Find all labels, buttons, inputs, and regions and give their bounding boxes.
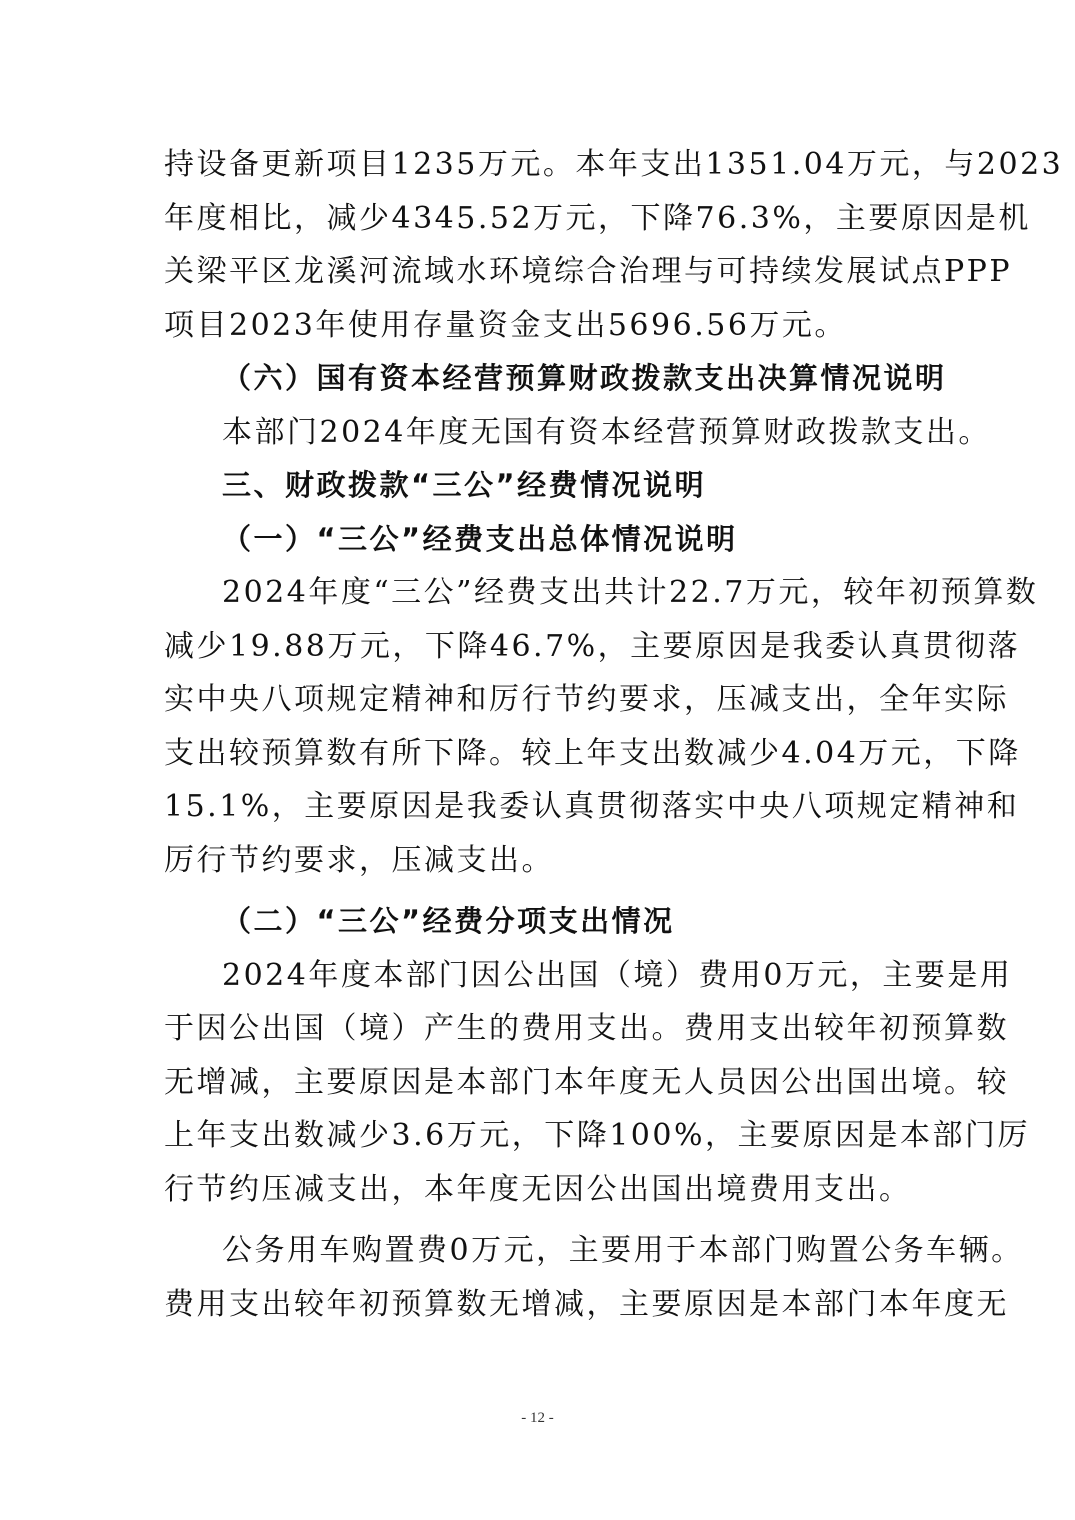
body-line: 本部门2024年度无国有资本经营预算财政拨款支出。 [222,414,991,450]
body-line: 公务用车购置费0万元，主要用于本部门购置公务车辆。 [222,1233,1024,1268]
body-line: 2024年度“三公”经费支出共计22.7万元，较年初预算数 [222,575,1039,610]
body-line: 无增减，主要原因是本部门本年度无人员因公出国出境。较 [164,1064,1009,1100]
body-line: 厉行节约要求，压减支出。 [164,842,554,878]
body-line: 实中央八项规定精神和厉行节约要求，压减支出，全年实际 [164,682,1009,717]
body-line: 年度相比，减少4345.52万元，下降76.3%，主要原因是机 [164,200,1031,236]
document-body [164,138,1064,1331]
body-line: 于因公出国（境）产生的费用支出。费用支出较年初预算数 [164,1011,1009,1046]
body-line: 行节约压减支出，本年度无因公出国出境费用支出。 [164,1171,912,1207]
body-line: 费用支出较年初预算数无增减，主要原因是本部门本年度无 [164,1286,1009,1322]
body-line: 持设备更新项目1235万元。本年支出1351.04万元，与2023 [164,147,1064,182]
page-number: - 12 - [521,1410,554,1426]
body-line: 项目2023年使用存量资金支出5696.56万元。 [164,307,847,343]
body-line: 15.1%，主要原因是我委认真贯彻落实中央八项规定精神和 [164,789,1020,824]
section-heading: （二）“三公”经费分项支出情况 [222,904,675,938]
section-heading: 三、财政拨款“三公”经费情况说明 [222,468,707,502]
body-line: 支出较预算数有所下降。较上年支出数减少4.04万元，下降 [164,735,1021,771]
body-line: 2024年度本部门因公出国（境）费用0万元，主要是用 [222,957,1013,993]
body-line: 减少19.88万元，下降46.7%，主要原因是我委认真贯彻落 [164,628,1021,664]
body-line: 上年支出数减少3.6万元，下降100%，主要原因是本部门厉 [164,1118,1030,1153]
body-line: 关梁平区龙溪河流域水环境综合治理与可持续发展试点PPP [164,254,1013,289]
section-heading: （一）“三公”经费支出总体情况说明 [222,521,738,556]
section-heading: （六）国有资本经营预算财政拨款支出决算情况说明 [222,361,947,395]
